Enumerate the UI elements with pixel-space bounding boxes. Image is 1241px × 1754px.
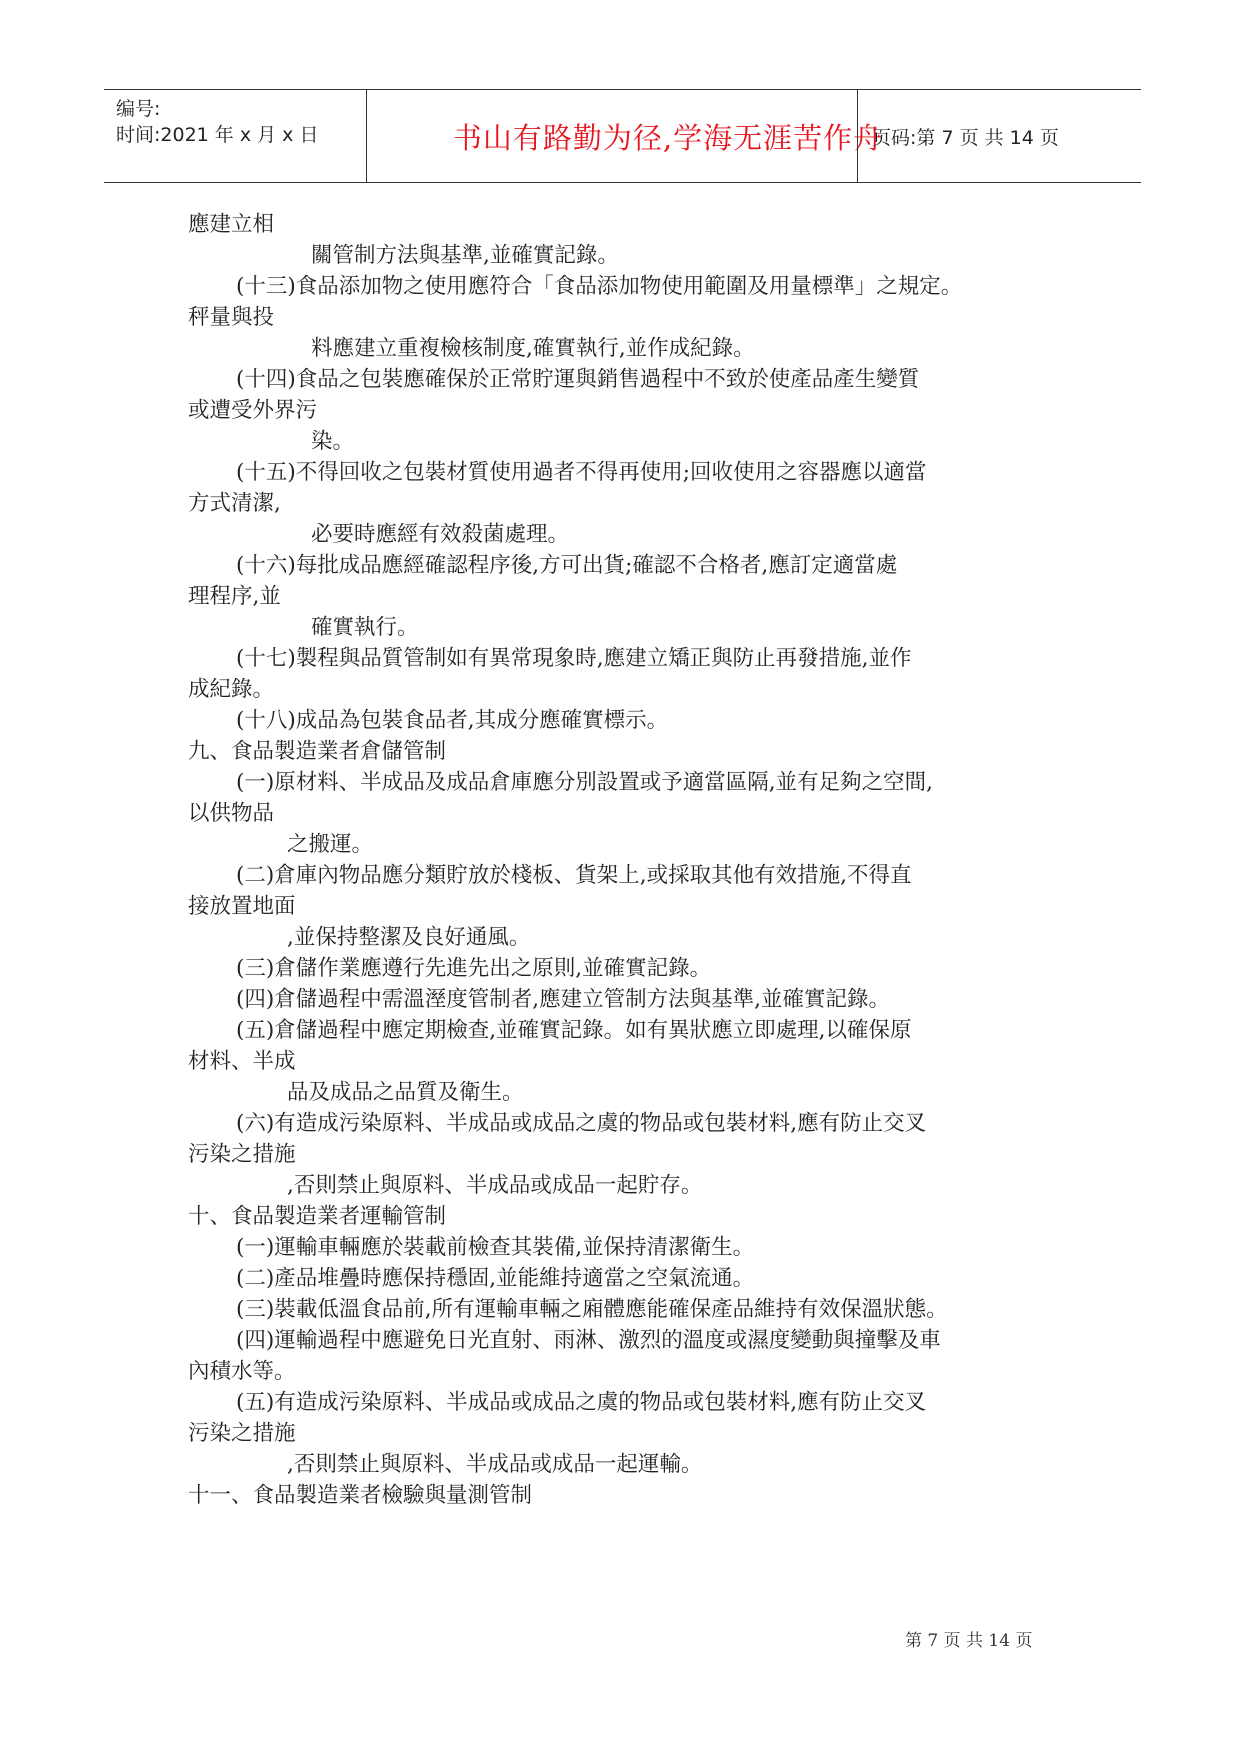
text-line: 理程序,並 — [188, 584, 281, 609]
text-line: 材料、半成 — [188, 1049, 296, 1074]
text-line: (十八)成品為包裝食品者,其成分應確實標示。 — [236, 708, 669, 733]
text-line: 應建立相 — [188, 212, 275, 237]
text-line: (五)倉儲過程中應定期檢查,並確實記錄。如有異狀應立即處理,以確保原 — [236, 1018, 912, 1043]
text-line: 秤量與投 — [188, 305, 275, 330]
header-divider-right — [857, 90, 858, 182]
text-line: 品及成品之品質及衛生。 — [287, 1080, 524, 1105]
text-line: (四)倉儲過程中需溫溼度管制者,應建立管制方法與基準,並確實記錄。 — [236, 987, 890, 1012]
page-header — [104, 89, 1141, 183]
header-motto: 书山有路勤为径,学海无涯苦作舟 — [452, 120, 884, 155]
text-line: 污染之措施 — [188, 1142, 296, 1167]
text-line: 以供物品 — [188, 801, 275, 826]
section-heading: 九、食品製造業者倉儲管制 — [188, 739, 447, 764]
text-line: 成紀錄。 — [188, 677, 275, 702]
page-footer: 第 7 页 共 14 页 — [905, 1631, 1033, 1651]
text-line: 接放置地面 — [188, 894, 296, 919]
text-line: (十六)每批成品應經確認程序後,方可出貨;確認不合格者,應訂定適當處 — [236, 553, 898, 578]
section-heading: 十一、食品製造業者檢驗與量測管制 — [188, 1483, 533, 1508]
text-line: 方式清潔, — [188, 491, 281, 516]
text-line: 必要時應經有效殺菌處理。 — [311, 522, 570, 547]
text-line: 確實執行。 — [311, 615, 419, 640]
text-line: (十三)食品添加物之使用應符合「食品添加物使用範圍及用量標準」之規定。 — [236, 274, 963, 299]
text-line: 或遭受外界污 — [188, 398, 318, 423]
text-line: (三)倉儲作業應遵行先進先出之原則,並確實記錄。 — [236, 956, 712, 981]
header-meta — [116, 96, 366, 148]
text-line: 內積水等。 — [188, 1359, 296, 1384]
number-label: 编号: — [116, 98, 161, 120]
text-line: 之搬運。 — [287, 832, 374, 857]
text-line: (六)有造成污染原料、半成品或成品之虞的物品或包裝材料,應有防止交叉 — [236, 1111, 927, 1136]
text-line: (三)裝載低溫食品前,所有運輸車輛之廂體應能確保產品維持有效保溫狀態。 — [236, 1297, 948, 1322]
text-line: (四)運輸過程中應避免日光直射、雨淋、激烈的溫度或濕度變動與撞擊及車 — [236, 1328, 941, 1353]
text-line: 染。 — [311, 429, 355, 454]
header-page-info: 页码:第 7 页 共 14 页 — [872, 126, 1059, 149]
text-line: (十七)製程與品質管制如有異常現象時,應建立矯正與防止再發措施,並作 — [236, 646, 912, 671]
text-line: (一)原材料、半成品及成品倉庫應分別設置或予適當區隔,並有足夠之空間, — [236, 770, 933, 795]
time-label: 时间:2021 年 x 月 x 日 — [116, 124, 319, 146]
text-line: 污染之措施 — [188, 1421, 296, 1446]
section-heading: 十、食品製造業者運輸管制 — [188, 1204, 447, 1229]
text-line: ,否則禁止與原料、半成品或成品一起貯存。 — [287, 1173, 703, 1198]
text-line: 料應建立重複檢核制度,確實執行,並作成紀錄。 — [311, 336, 755, 361]
text-line: ,並保持整潔及良好通風。 — [287, 925, 531, 950]
header-divider-left — [366, 90, 367, 182]
text-line: ,否則禁止與原料、半成品或成品一起運輸。 — [287, 1452, 703, 1477]
text-line: (二)產品堆疊時應保持穩固,並能維持適當之空氣流通。 — [236, 1266, 755, 1291]
text-line: (二)倉庫內物品應分類貯放於棧板、貨架上,或採取其他有效措施,不得直 — [236, 863, 912, 888]
text-line: (十五)不得回收之包裝材質使用過者不得再使用;回收使用之容器應以適當 — [236, 460, 927, 485]
text-line: (五)有造成污染原料、半成品或成品之虞的物品或包裝材料,應有防止交叉 — [236, 1390, 927, 1415]
text-line: (十四)食品之包裝應確保於正常貯運與銷售過程中不致於使產品產生變質 — [236, 367, 920, 392]
text-line: (一)運輸車輛應於裝載前檢查其裝備,並保持清潔衛生。 — [236, 1235, 755, 1260]
text-line: 關管制方法與基準,並確實記錄。 — [311, 243, 619, 268]
